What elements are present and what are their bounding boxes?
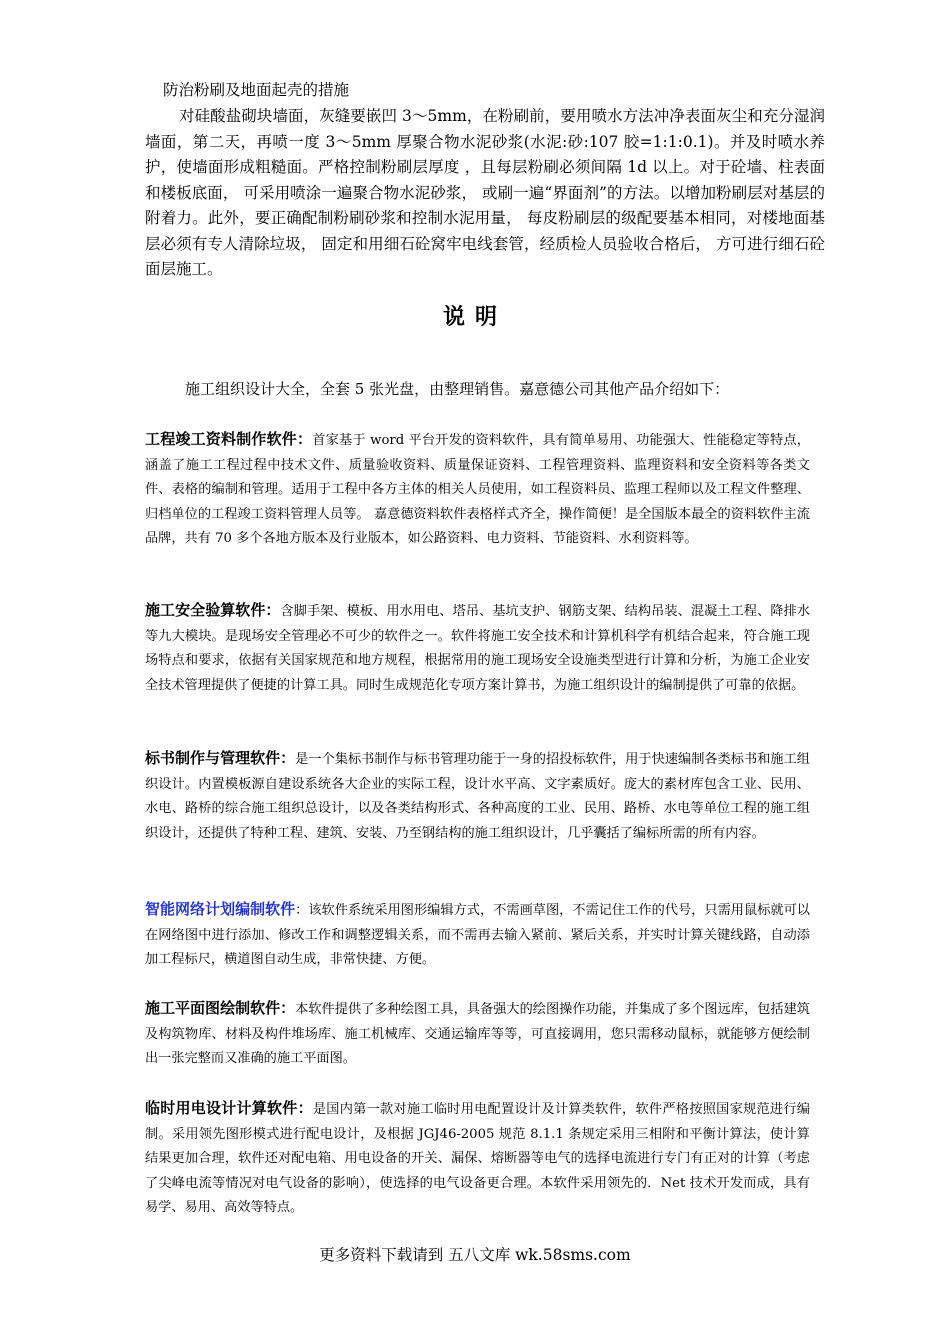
intro-heading: 防治粉刷及地面起壳的措施 [163,81,350,99]
product-description: 本软件提供了多种绘图工具，具备强大的绘图操作功能，并集成了多个图远库，包括建筑及构筑物库、材料及构件堆场库、施工机械库、交通运输库等等，可直接调用，您只需移动鼠标，就能够方便绘制出一张完整而又准确的施工平面图。 [145,1002,810,1067]
product-name-colon: ： [295,903,309,918]
product-name: 标书制作与管理软件： [145,749,296,767]
product-name: 智能网络计划编制软件 [145,900,296,918]
product-description: 是一个集标书制作与标书管理功能于一身的招投标软件，用于快速编制各类标书和施工组织设计。内置模板源自建设系统各大企业的实际工程，设计水平高、文字素质好。庞大的素材库包含工业、民用、水电、路桥的综合施工组织总设计，以及各类结构形式、各种高度的工业、民用、路桥、水电等单位工程的施工组织设计，还提供了特种工程、建筑、安装、乃至钢结构的施工组织设计，几乎囊括了编标所需的所有内容。 [145,752,810,841]
product-description: 是国内第一款对施工临时用电配置设计及计算类软件，软件严格按照国家规范进行编制。采用领先图形模式进行配电设计，及根据 JGJ46-2005 规范 8.1.1 条规定采用三相附和平衡计算法，使计算结果更加合理，软件还对配电箱、用电设备的开关、漏保、熔断器等电气的选择电流进行专门有正对的计算（考虑了尖峰电流等情况对电气设备的影响），使选择的电气设备更合理。本软件采用领先的．Net 技术开发而成，具有易学、易用、高效等特点。 [145,1102,810,1216]
product-section-site-plan [145,996,810,1072]
product-description: 含脚手架、模板、用水用电、塔吊、基坑支护、钢筋支架、结构吊装、混凝土工程、降排水等九大模块。是现场安全管理必不可少的软件之一。软件将施工安全技术和计算机科学有机结合起来，符合施工现场特点和要求，依据有关国家规范和地方规程，根据常用的施工现场安全设施类型进行计算和分析，为施工企业安全技术管理提供了便捷的计算工具。同时生成规范化专项方案计算书，为施工组织设计的编制提供了可靠的依据。 [145,604,810,693]
product-name: 临时用电设计计算软件： [145,1099,313,1117]
product-name: 工程竣工资料制作软件： [145,430,313,448]
product-description: 首家基于 word 平台开发的资料软件，具有简单易用、功能强大、性能稳定等特点，涵盖了施工工程过程中技术文件、质量验收资料、质量保证资料、工程管理资料、监理资料和安全资料等各类文件、表格的编制和管理。适用于工程中各方主体的相关人员使用，如工程资料员、监理工程师以及工程文件整理、归档单位的工程竣工资料管理人员等。 嘉意德资料软件表格样式齐全，操作简便！是全国版本最全的资料软件主流品牌，共有 70 多个各地方版本及行业版本，如公路资料、电力资料、节能资料、水利资料等。 [145,433,810,547]
product-section-bid-docs [145,746,810,846]
product-name: 施工平面图绘制软件： [145,999,296,1017]
product-name: 施工安全验算软件： [145,601,281,619]
product-section-completion-docs [145,427,810,552]
product-section-temp-power [145,1096,810,1221]
product-section-network-plan [145,897,810,973]
page-title: 说明 [442,305,507,330]
product-description: 该软件系统采用图形编辑方式，不需画草图，不需记住工作的代号，只需用鼠标就可以在网络图中进行添加、修改工作和调整逻辑关系，而不需再去输入紧前、紧后关系，并实时计算关键线路，自动添加工程标尺，横道图自动生成，非常快捷、方便。 [145,903,810,968]
lead-paragraph: 施工组织设计大全，全套 5 张光盘，由整理销售。嘉意德公司其他产品介绍如下： [185,380,730,398]
intro-paragraph: 对硅酸盐砌块墙面，灰缝要嵌凹 3～5mm，在粉刷前，要用喷水方法冲净表面灰尘和充分湿润墙面，第二天，再喷一度 3～5mm 厚聚合物水泥砂浆(水泥:砂:107 胶=1:1:0.1)。并及时喷水养护，使墙面形成粗糙面。严格控制粉刷层厚度 ，且每层粉刷必须间隔 1d 以上。对于砼墙、柱表面和楼板底面， 可采用喷涂一遍聚合物水泥砂浆， 或刷一遍“界面剂”的方法。以增加粉刷层对基层的附着力。此外，要正确配制粉刷砂浆和控制水泥用量， 每皮粉刷层的级配要基本相同，对楼地面基层必须有专人清除垃圾， 固定和用细石砼窝牢电线套管，经质检人员验收合格后， 方可进行细石砼面层施工。 [145,107,825,278]
product-section-safety-calc [145,598,810,698]
footer-link-text: 更多资料下载请到 五八文库 wk.58sms.com [319,1246,631,1264]
